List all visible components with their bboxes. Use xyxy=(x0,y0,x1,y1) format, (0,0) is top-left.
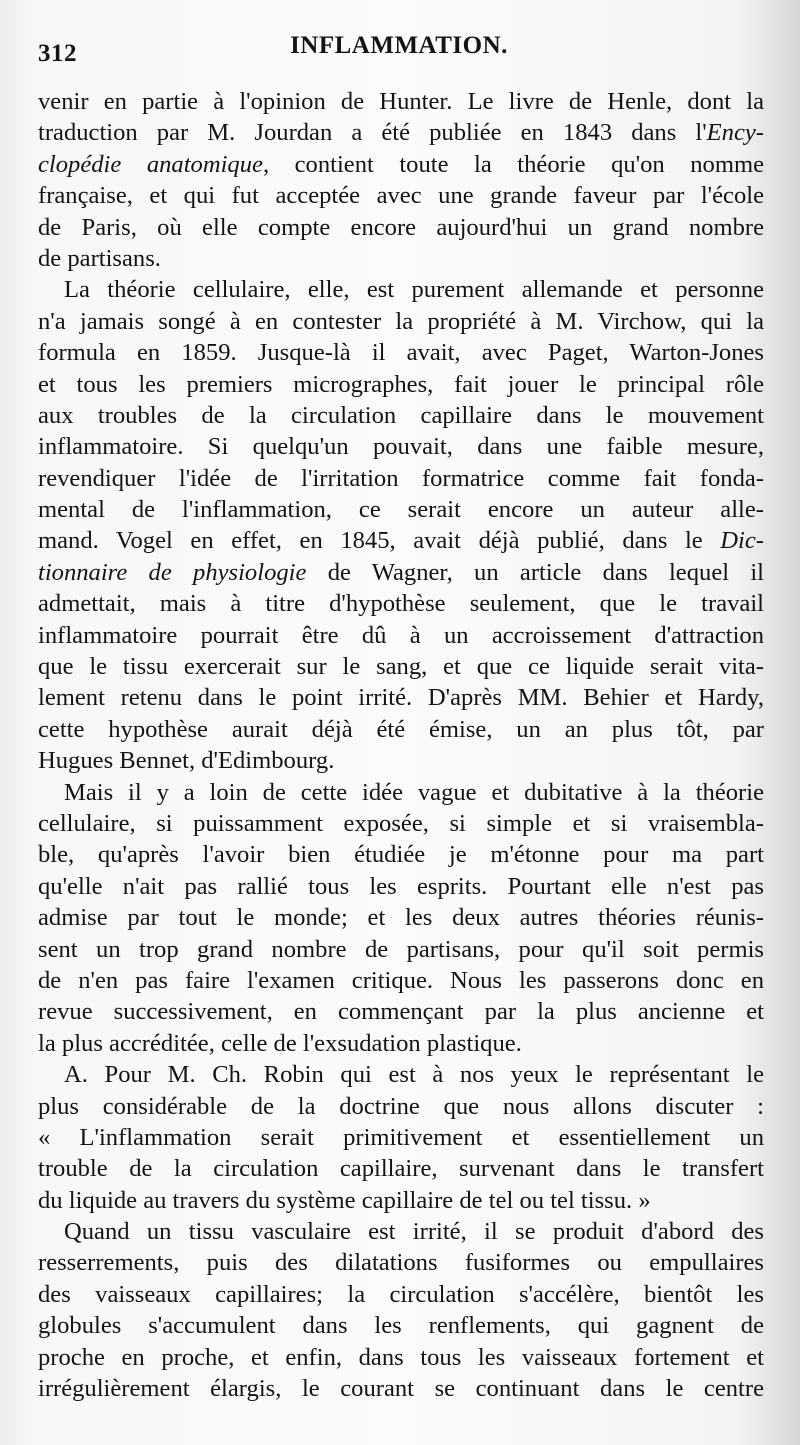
text-line: admise par tout le monde; et les deux autres théories réunis- xyxy=(38,904,764,932)
text-line: cette hypothèse aurait déjà été émise, un an plus tôt, par xyxy=(38,715,764,743)
text-line: tionnaire de physiologie de Wagner, un article dans lequel il xyxy=(38,558,764,586)
text-line: clopédie anatomique, contient toute la théorie qu'on nomme xyxy=(38,150,764,178)
text-line: revue successivement, en commençant par la plus ancienne et xyxy=(38,998,764,1026)
text-line: inflammatoire pourrait être dû à un accroissement d'attraction xyxy=(38,621,764,649)
text-line: Hugues Bennet, d'Edimbourg. xyxy=(38,747,335,775)
text-line: venir en partie à l'opinion de Hunter. Le livre de Henle, dont la xyxy=(38,88,764,115)
italic-title: tionnaire de physiologie xyxy=(38,558,307,586)
text-line: Mais il y a loin de cette idée vague et dubitative à la théorie xyxy=(64,778,764,806)
text-line: n'a jamais songé à en contester la propriété à M. Virchow, qui la xyxy=(38,307,764,335)
italic-title: Dic- xyxy=(720,527,764,555)
text-line: la plus accréditée, celle de l'exsudation plastique. xyxy=(38,1029,522,1057)
text-line: resserrements, puis des dilatations fusiformes ou empullaires xyxy=(38,1249,764,1277)
body-text xyxy=(38,86,764,1404)
text-line: trouble de la circulation capillaire, survenant dans le transfert xyxy=(38,1155,764,1183)
text-line: mental de l'inflammation, ce serait encore un auteur alle- xyxy=(38,496,764,524)
running-title: INFLAMMATION. xyxy=(290,32,508,59)
text-line: irrégulièrement élargis, le courant se continuant dans le centre xyxy=(38,1375,764,1403)
text-line: de partisans. xyxy=(38,244,161,272)
text-line: admettait, mais à titre d'hypothèse seulement, que le travail xyxy=(38,590,764,618)
text-line: des vaisseaux capillaires; la circulation s'accélère, bientôt les xyxy=(38,1280,764,1308)
text-line: que le tissu exercerait sur le sang, et que ce liquide serait vita- xyxy=(38,653,764,681)
text-line: de Paris, où elle compte encore aujourd'hui un grand nombre xyxy=(38,213,764,241)
text-line: et tous les premiers micrographes, fait jouer le principal rôle xyxy=(38,370,764,398)
italic-title: clopédie anatomique xyxy=(38,150,263,178)
text-line: « L'inflammation serait primitivement et essentiellement un xyxy=(38,1123,764,1151)
text-line: cellulaire, si puissamment exposée, si simple et si vraisembla- xyxy=(38,809,764,837)
page-number: 312 xyxy=(38,40,77,67)
text-line: sent un trop grand nombre de partisans, pour qu'il soit permis xyxy=(38,935,764,963)
text-line: française, et qui fut acceptée avec une grande faveur par l'école xyxy=(38,182,764,210)
running-header xyxy=(38,32,760,66)
text-line: ble, qu'après l'avoir bien étudiée je m'étonne pour ma part xyxy=(38,841,764,869)
text-line: de n'en pas faire l'examen critique. Nous les passerons donc en xyxy=(38,966,764,994)
text-line: traduction par M. Jourdan a été publiée en 1843 dans l'Ency- xyxy=(38,119,764,147)
text-line: revendiquer l'idée de l'irritation formatrice comme fait fonda- xyxy=(38,464,764,492)
text-line: La théorie cellulaire, elle, est purement allemande et personne xyxy=(64,276,764,304)
text-line: du liquide au travers du système capillaire de tel ou tel tissu. » xyxy=(38,1186,651,1214)
text-line: A. Pour M. Ch. Robin qui est à nos yeux le représentant le xyxy=(64,1061,764,1089)
text-line: proche en proche, et enfin, dans tous les vaisseaux fortement et xyxy=(38,1343,764,1371)
text-line: formula en 1859. Jusque-là il avait, avec Paget, Warton-Jones xyxy=(38,339,764,367)
text-line: aux troubles de la circulation capillaire dans le mouvement xyxy=(38,401,764,429)
text-line: globules s'accumulent dans les renflements, qui gagnent de xyxy=(38,1312,764,1340)
text-line: lement retenu dans le point irrité. D'après MM. Behier et Hardy, xyxy=(38,684,764,712)
text-line: qu'elle n'ait pas rallié tous les esprits. Pourtant elle n'est pas xyxy=(38,872,764,900)
text-line: Quand un tissu vasculaire est irrité, il se produit d'abord des xyxy=(64,1218,764,1246)
italic-title: Ency- xyxy=(706,119,764,147)
text-line: inflammatoire. Si quelqu'un pouvait, dans une faible mesure, xyxy=(38,433,764,461)
text-line: mand. Vogel en effet, en 1845, avait déjà publié, dans le Dic- xyxy=(38,527,764,555)
text-line: plus considérable de la doctrine que nous allons discuter : xyxy=(38,1092,764,1120)
